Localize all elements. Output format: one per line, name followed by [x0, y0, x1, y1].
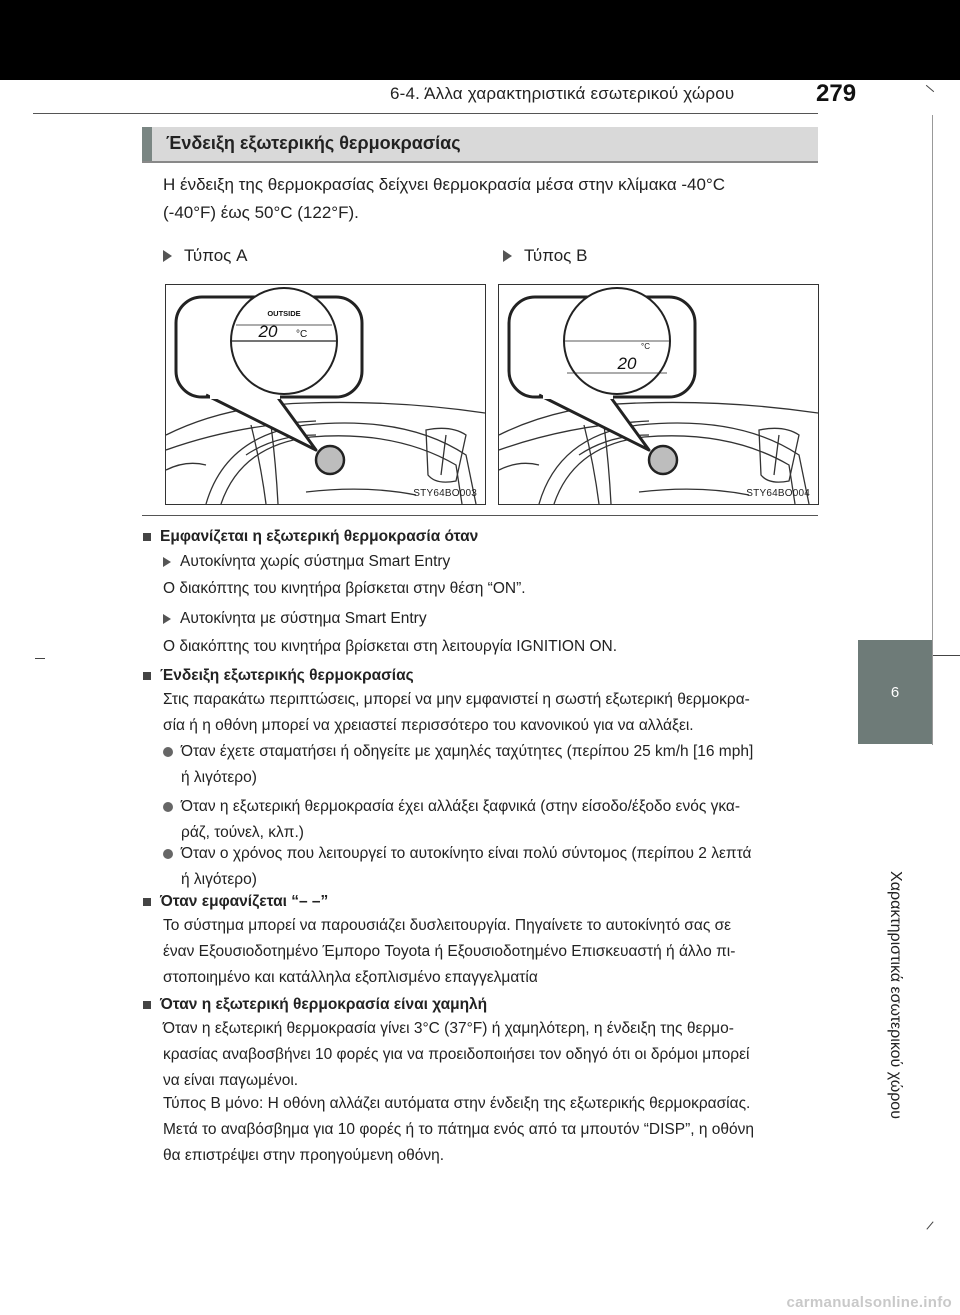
- dashboard-illustration: [499, 285, 818, 504]
- bullet-line: Όταν ο χρόνος που λειτουργεί το αυτοκίνητο είναι πολύ σύντομος (περίπου 2 λεπτά: [181, 845, 752, 862]
- paragraph-line: Όταν η εξωτερική θερμοκρασία γίνει 3°C (37°F) ή χαμηλότερη, η ένδειξη της θερμο-: [163, 1020, 734, 1037]
- round-bullet-icon: [163, 802, 173, 812]
- display-temperature-unit: °C: [641, 342, 650, 351]
- bullet-line: ράζ, τούνελ, κλπ.): [181, 824, 304, 841]
- square-bullet-icon: [143, 898, 151, 906]
- subsection-heading: [143, 528, 478, 546]
- subsection-heading: [143, 667, 414, 685]
- paragraph-line: σία ή η οθόνη μπορεί να χρειαστεί περισσότερο του κανονικού για να αλλάξει.: [163, 717, 694, 734]
- page-number: 279: [816, 80, 857, 107]
- figure-type-a: [165, 284, 486, 505]
- subsection-heading: [143, 893, 328, 911]
- paragraph: [163, 1091, 818, 1169]
- section-accent: [142, 127, 152, 161]
- intro-line: (-40°F) έως 50°C (122°F).: [163, 203, 359, 222]
- top-black-band: [0, 0, 960, 80]
- section-rule: [142, 515, 818, 516]
- figure-label-type-b: [503, 246, 587, 266]
- figure-code: STY64BO003: [413, 488, 477, 499]
- condition-heading: [163, 610, 427, 628]
- triangle-bullet-icon: [163, 614, 171, 624]
- subsection-heading-text: Όταν εμφανίζεται “– –”: [160, 893, 329, 910]
- condition-heading-text: Αυτοκίνητα χωρίς σύστημα Smart Entry: [180, 553, 451, 570]
- bullet-item: [163, 841, 818, 893]
- figure-code: STY64BO004: [746, 488, 810, 499]
- triangle-bullet-icon: [163, 557, 171, 567]
- display-outside-label: OUTSIDE: [267, 309, 301, 318]
- paragraph-line: Μετά το αναβόσβημα για 10 φορές ή το πάτημα ενός από τα μπουτόν “DISP”, η οθόνη: [163, 1121, 755, 1138]
- chapter-tab: [858, 640, 932, 744]
- bullet-line: ή λιγότερο): [181, 871, 257, 888]
- dashboard-illustration: [166, 285, 485, 504]
- section-title: Ένδειξη εξωτερικής θερμοκρασίας: [166, 133, 461, 153]
- paragraph-line: Το σύστημα μπορεί να παρουσιάζει δυσλειτουργία. Πηγαίνετε το αυτοκίνητό σας σε: [163, 917, 732, 934]
- paragraph: [163, 913, 818, 991]
- subsection-heading-text: Όταν η εξωτερική θερμοκρασία είναι χαμηλή: [160, 996, 488, 1013]
- figure-label-text: Τύπος B: [524, 246, 588, 265]
- paragraph-line: στοποιημένο και κατάλληλα εξοπλισμένο επαγγελματία: [163, 969, 538, 986]
- bullet-line: Όταν η εξωτερική θερμοκρασία έχει αλλάξει ξαφνικά (στην είσοδο/έξοδο ενός γκα-: [181, 798, 741, 815]
- square-bullet-icon: [143, 672, 151, 680]
- crop-mark: [926, 85, 934, 92]
- chapter-tab-number: 6: [890, 684, 900, 701]
- condition-heading-text: Αυτοκίνητα με σύστημα Smart Entry: [180, 610, 427, 627]
- figure-label-text: Τύπος A: [184, 246, 248, 265]
- crop-mark: [926, 1221, 933, 1229]
- chapter-side-label-text: Χαρακτηριστικά εσωτερικού χώρου: [887, 871, 904, 1119]
- paragraph-line: Τύπος B μόνο: Η οθόνη αλλάζει αυτόματα στην ένδειξη της εξωτερικής θερμοκρασίας.: [163, 1095, 751, 1112]
- bullet-item: [163, 739, 818, 791]
- subsection-heading: [143, 996, 487, 1014]
- round-bullet-icon: [163, 747, 173, 757]
- display-temperature-value: 20: [617, 354, 637, 373]
- triangle-bullet-icon: [163, 250, 172, 262]
- figure-type-b: [498, 284, 819, 505]
- paragraph: [163, 687, 818, 739]
- figure-label-type-a: [163, 246, 247, 266]
- paragraph-line: να είναι παγωμένοι.: [163, 1072, 299, 1089]
- watermark: carmanualsonline.info: [786, 1294, 952, 1311]
- subsection-heading-text: Εμφανίζεται η εξωτερική θερμοκρασία όταν: [160, 528, 479, 545]
- round-bullet-icon: [163, 849, 173, 859]
- intro-paragraph: [163, 171, 813, 227]
- square-bullet-icon: [143, 1001, 151, 1009]
- paragraph-line: έναν Εξουσιοδοτημένο Έμπορο Toyota ή Εξουσιοδοτημένο Επισκευαστή ή άλλο πι-: [163, 943, 736, 960]
- chapter-title: 6-4. Άλλα χαρακτηριστικά εσωτερικού χώρου: [390, 84, 735, 103]
- paragraph: [163, 1016, 818, 1094]
- bullet-line: ή λιγότερο): [181, 769, 257, 786]
- triangle-bullet-icon: [503, 250, 512, 262]
- paragraph-line: Στις παρακάτω περιπτώσεις, μπορεί να μην εμφανιστεί η σωστή εξωτερική θερμοκρα-: [163, 691, 750, 708]
- crop-mark: [35, 658, 45, 659]
- header-rule: [33, 113, 818, 114]
- display-temperature-unit: °C: [296, 329, 308, 340]
- paragraph-line: θα επιστρέψει στην προηγούμενη οθόνη.: [163, 1147, 445, 1164]
- display-temperature-value: 20: [258, 322, 278, 341]
- intro-line: Η ένδειξη της θερμοκρασίας δείχνει θερμοκρασία μέσα στην κλίμακα -40°C: [163, 175, 726, 194]
- side-divider: [932, 115, 933, 745]
- bullet-line: Όταν έχετε σταματήσει ή οδηγείτε με χαμηλές ταχύτητες (περίπου 25 km/h [16 mph]: [181, 743, 754, 760]
- square-bullet-icon: [143, 533, 151, 541]
- condition-heading: [163, 553, 450, 571]
- paragraph: Ο διακόπτης του κινητήρα βρίσκεται στη λειτουργία IGNITION ON.: [163, 638, 618, 655]
- subsection-heading-text: Ένδειξη εξωτερικής θερμοκρασίας: [160, 667, 414, 684]
- section-heading-bar: [142, 127, 818, 163]
- paragraph-line: κρασίας αναβοσβήνει 10 φορές για να προειδοποιήσει τον οδηγό ότι οι δρόμοι μπορεί: [163, 1046, 750, 1063]
- paragraph: Ο διακόπτης του κινητήρα βρίσκεται στην θέση “ON”.: [163, 580, 526, 597]
- bullet-item: [163, 794, 818, 846]
